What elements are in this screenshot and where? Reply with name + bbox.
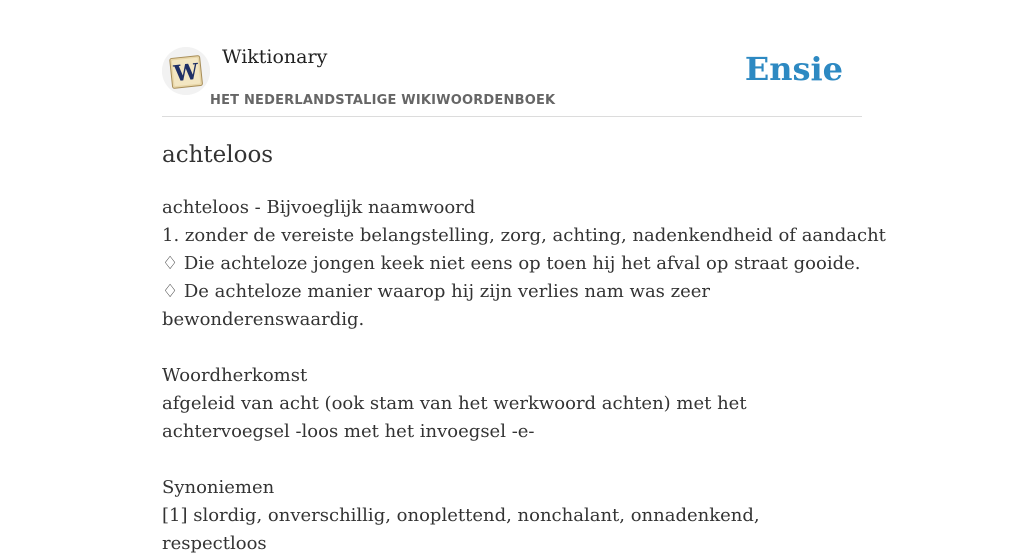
ensie-brand-link[interactable]: Ensie xyxy=(744,50,843,88)
wiktionary-logo-icon[interactable] xyxy=(162,47,210,95)
logo-letter: W xyxy=(172,58,200,88)
example-line: ♢ De achteloze manier waarop hij zijn verlies nam was zeer bewonderenswaardig. xyxy=(162,281,711,330)
etymology-text: afgeleid van acht (ook stam van het werkwoord achten) met het achtervoegsel -loos met het invoegsel -e- xyxy=(162,393,747,442)
wiktionary-tile-icon xyxy=(162,47,210,95)
site-tagline: HET NEDERLANDSTALIGE WIKIWOORDENBOEK xyxy=(210,93,556,108)
entry-body xyxy=(162,194,886,558)
synonyms-heading: Synoniemen xyxy=(162,477,275,498)
etymology-heading: Woordherkomst xyxy=(162,365,308,386)
synonyms-text: [1] slordig, onverschillig, onoplettend, nonchalant, onnadenkend, respectloos xyxy=(162,505,760,554)
part-of-speech-line: achteloos - Bijvoeglijk naamwoord xyxy=(162,197,476,218)
entry-title: achteloos xyxy=(162,142,274,168)
example-line: ♢ Die achteloze jongen keek niet eens op toen hij het afval op straat gooide. xyxy=(162,253,861,274)
site-name[interactable]: Wiktionary xyxy=(222,46,328,68)
definition-line: 1. zonder de vereiste belangstelling, zorg, achting, nadenkendheid of aandacht xyxy=(162,225,886,246)
site-header xyxy=(162,40,862,117)
entry-content xyxy=(162,138,886,558)
